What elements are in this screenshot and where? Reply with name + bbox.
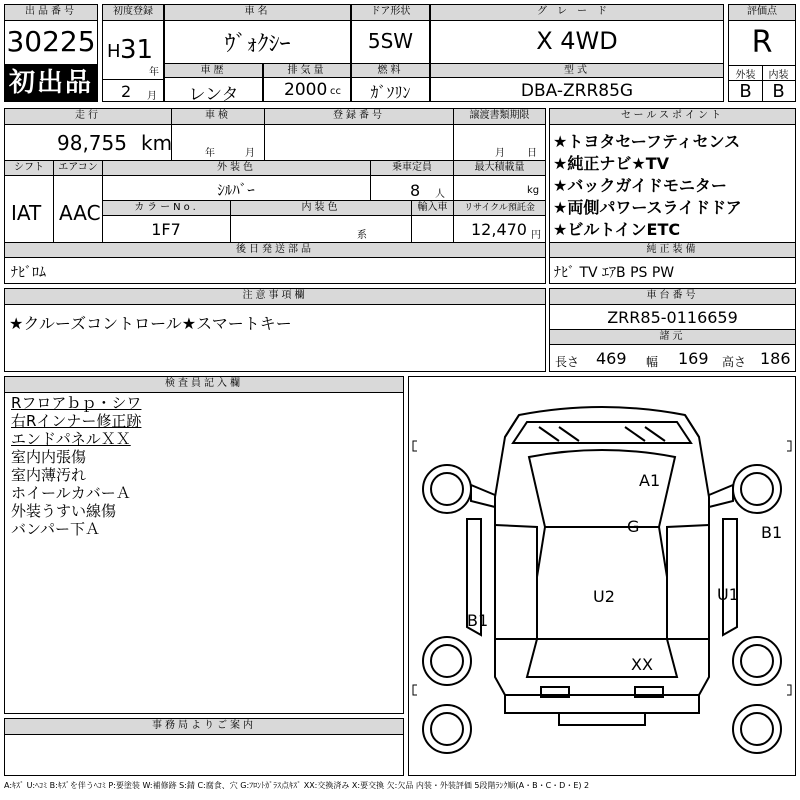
inspector-line-8: バンパー下Ａ [11, 520, 100, 538]
inspection-year-unit: 年 [205, 148, 215, 159]
displacement-label: 排気量 [263, 63, 351, 78]
details-box [4, 108, 546, 284]
ac-label: エアコン [53, 160, 103, 176]
int-color-label: 内装色 [230, 200, 412, 216]
inspector-line-2: 右Rインナー修正跡 [11, 412, 142, 430]
sales-point-3: ★バックガイドモニター [553, 176, 727, 195]
grade: X 4WD [536, 27, 618, 55]
grade-box [430, 4, 724, 64]
reg-label: 初度登録 [102, 4, 164, 21]
sales-point-4: ★両側パワースライドドア [553, 198, 742, 217]
notes-box [4, 288, 546, 372]
score-label: 評価点 [728, 4, 796, 21]
import-label: 輸入車 [411, 200, 454, 216]
sales-point-1: ★トヨタセーフティセンス [553, 132, 741, 151]
office-box [4, 718, 404, 776]
history: レンタ [188, 85, 239, 105]
car-name: ｳﾞｫｸｼｰ [224, 32, 291, 57]
reg-era: H [107, 41, 121, 62]
history-box [164, 63, 263, 105]
shift: IAT [11, 201, 42, 225]
length-label: 長さ [555, 355, 580, 369]
equipment: ﾅﾋﾞ TV ｴｱB PS PW [554, 265, 675, 281]
sales-point-5: ★ビルトインETC [553, 220, 681, 239]
sales-point-2: ★純正ナビ★TV [553, 154, 669, 173]
car-outline-diagram [409, 377, 795, 775]
legend: A:ｷｽﾞ U:ﾍｺﾐ B:ｷｽﾞを伴うﾍｺﾐ P:要塗装 W:補修跡 S:錆 C:腐食、穴 G:ﾌﾛﾝﾄｶﾞﾗｽ点ｷｽﾞ XX:交換済み X:要交換 欠:欠品 内装・外装評価 5段階ﾗﾝｸ順(A・B・C・D・E) 2 [4, 781, 590, 790]
fuel: ｶﾞｿﾘﾝ [370, 83, 411, 102]
chassis-box [549, 288, 796, 372]
office-label: 事務局よりご案内 [4, 718, 404, 735]
capacity-unit: 人 [435, 189, 445, 200]
capacity-label: 乗車定員 [370, 160, 454, 176]
shift-label: シフト [4, 160, 54, 176]
color-no: 1F7 [151, 220, 181, 239]
damage-mark-u2: U2 [593, 587, 615, 606]
later-parts-label: 後日発送部品 [4, 242, 546, 258]
transfer-month-unit: 月 [495, 148, 505, 159]
capacity: 8 [410, 181, 421, 200]
reg-divider [103, 79, 163, 80]
ext-color: ｼﾙﾊﾞｰ [217, 181, 255, 199]
damage-mark-b1-right: B1 [761, 523, 783, 542]
reg-year-unit: 年 [149, 67, 159, 78]
displacement-box [263, 63, 351, 102]
interior-label: 内装 [768, 70, 789, 81]
exterior-label: 外装 [735, 70, 756, 81]
inspector-line-3: エンドパネルＸＸ [11, 430, 131, 448]
inspector-line-1: Rフロアｂｐ・シワ [11, 394, 142, 412]
width: 169 [678, 349, 709, 368]
ext-color-label: 外装色 [102, 160, 371, 176]
damage-mark-g: G [627, 517, 640, 536]
inspector-label: 検査員記入欄 [4, 376, 404, 393]
door-box [351, 4, 430, 64]
int-color-unit: 系 [357, 230, 367, 241]
exterior-grade: B [739, 81, 752, 102]
inspector-box [4, 376, 404, 714]
recycle: 12,470 [471, 220, 527, 239]
width-label: 幅 [646, 355, 659, 369]
fuel-box [351, 63, 430, 102]
equipment-label: 純正装備 [549, 242, 796, 258]
door-label: ドア形状 [351, 4, 430, 21]
history-label: 車歴 [164, 63, 263, 78]
reg-month-unit: 月 [147, 91, 157, 102]
damage-mark-xx: XX [631, 655, 653, 674]
inspection-label: 車検 [171, 108, 265, 125]
ac: AAC [59, 201, 101, 225]
lot-label: 出品番号 [4, 4, 98, 21]
transfer-day-unit: 日 [527, 148, 537, 159]
damage-diagram [408, 376, 796, 776]
height: 186 [760, 349, 791, 368]
length: 469 [596, 349, 627, 368]
specs-label: 諸元 [549, 329, 796, 345]
car-name-label: 車名 [164, 4, 351, 21]
inspector-line-7: 外装うすい線傷 [11, 502, 117, 520]
notes-text: ★クルーズコントロール★スマートキー [9, 314, 292, 333]
later-parts: ﾅﾋﾞﾛﾑ [11, 265, 46, 281]
grade-label: グレード [430, 4, 724, 21]
load-unit: kg [527, 185, 540, 196]
inspector-line-4: 室内内張傷 [11, 448, 87, 466]
height-label: 高さ [722, 355, 747, 369]
inspection-month-unit: 月 [245, 148, 255, 159]
model: DBA-ZRR85G [520, 81, 634, 101]
displacement-unit: cc [330, 86, 341, 97]
inspector-line-5: 室内薄汚れ [11, 466, 87, 484]
notes-label: 注意事項欄 [4, 288, 546, 305]
inspector-line-6: ホイールカバーＡ [11, 484, 131, 502]
color-no-label: カラーNo. [102, 200, 231, 216]
score: R [751, 25, 773, 60]
mileage-unit: km [141, 131, 173, 155]
recycle-unit: 円 [531, 230, 541, 241]
chassis-number: ZRR85-0116659 [607, 308, 738, 327]
reg-year: 31 [120, 35, 154, 65]
recycle-label: リサイクル預託金 [453, 200, 546, 216]
model-label: 型式 [430, 63, 724, 78]
reg-month: 2 [121, 82, 132, 101]
reg-box [102, 4, 164, 102]
first-listing-badge: 初出品 [4, 64, 98, 102]
damage-mark-b1-left: B1 [467, 611, 489, 630]
score-box [728, 4, 796, 102]
car-name-box [164, 4, 351, 64]
mileage: 98,755 [57, 131, 127, 155]
displacement: 2000 [284, 80, 328, 100]
mileage-label: 走行 [4, 108, 172, 125]
sales-points-box [549, 108, 796, 284]
fuel-label: 燃料 [351, 63, 430, 78]
door-type: 5SW [367, 29, 414, 53]
lot-number: 30225 [6, 25, 96, 58]
sales-points-label: セールスポイント [549, 108, 796, 125]
damage-mark-a1: A1 [639, 471, 661, 490]
model-box [430, 63, 724, 102]
chassis-label: 車台番号 [549, 288, 796, 305]
damage-mark-u1: U1 [717, 585, 739, 604]
transfer-label: 譲渡書類期限 [453, 108, 546, 125]
load-label: 最大積載量 [453, 160, 546, 176]
plate-label: 登録番号 [264, 108, 454, 125]
interior-grade: B [772, 81, 785, 102]
